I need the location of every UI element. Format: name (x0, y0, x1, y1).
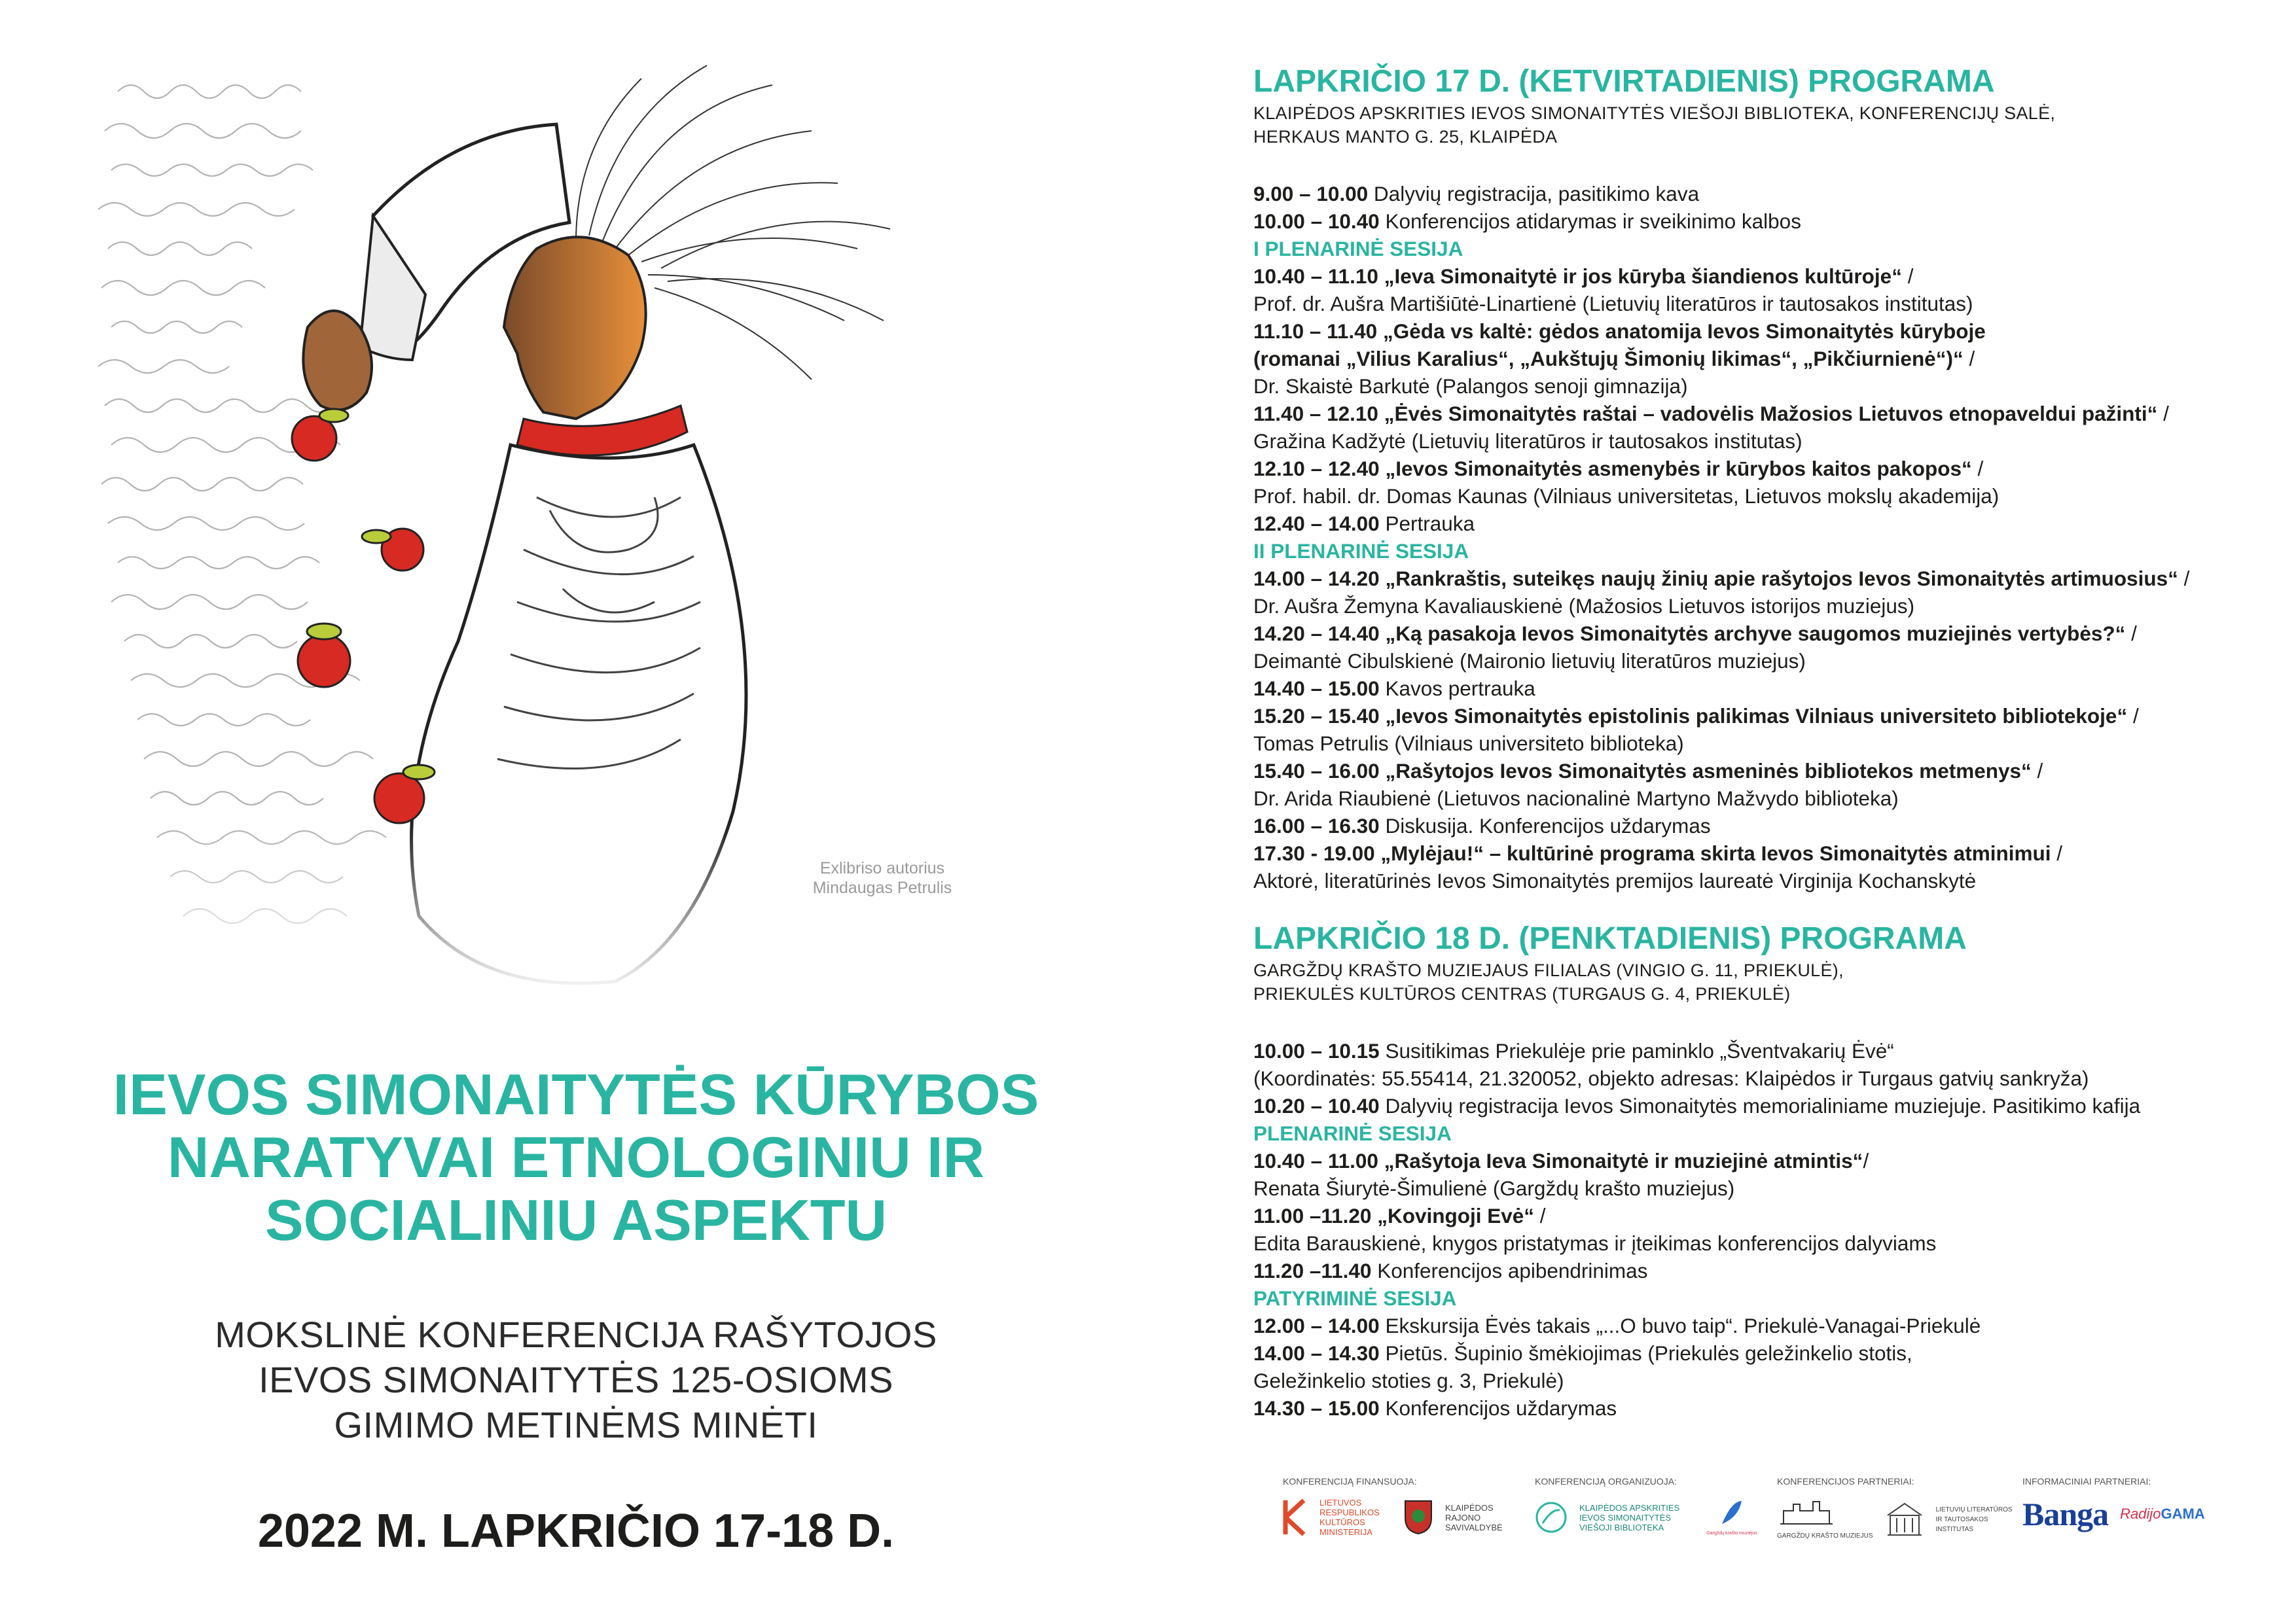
klaipeda-district-text: KLAIPĖDOS RAJONO SAVIVALDYBĖ (1445, 1502, 1503, 1532)
schedule-text: Dalyvių registracija, pasitikimo kava (1368, 182, 1700, 205)
schedule-time: 10.20 – 10.40 (1253, 1094, 1380, 1118)
schedule-line (1253, 510, 2235, 537)
schedule-time: 12.00 – 14.00 (1253, 1314, 1380, 1337)
schedule-time: 9.00 – 10.00 (1253, 182, 1369, 205)
title-line-2: NARATYVAI ETNOLOGINIU IR (167, 1125, 985, 1190)
schedule-line (1253, 345, 2235, 372)
face (504, 237, 646, 419)
day1-heading: LAPKRIČIO 17 D. (KETVIRTADIENIS) PROGRAMA (1253, 64, 1995, 99)
talk-title: „Gėda vs kaltė: gėdos anatomija Ievos Simonaitytės kūryboje (1377, 319, 1986, 343)
day1-schedule (1253, 180, 2235, 894)
schedule-text: Diskusija. Konferencijos uždarymas (1379, 814, 1711, 838)
day2-venue-line-1: GARGŽDŲ KRAŠTO MUZIEJAUS FILIALAS (VINGIO G. 11, PRIEKULĖ), (1253, 961, 1844, 980)
day1-venue-line-1: KLAIPĖDOS APSKRITIES IEVOS SIMONAITYTĖS VIEŠOJI BIBLIOTEKA, KONFERENCIJŲ SALĖ, (1253, 103, 2056, 123)
schedule-line (1253, 1257, 2235, 1284)
day1-program (1253, 62, 2235, 894)
subtitle-line-1: MOKSLINĖ KONFERENCIJA RAŠYTOJOS (215, 1314, 937, 1355)
schedule-text: / (2051, 841, 2062, 865)
schedule-text: Dr. Skaistė Barkutė (Palangos senoji gimnazija) (1253, 374, 1688, 398)
schedule-line (1253, 207, 2235, 235)
schedule-text: Konferencijos atidarymas ir sveikinimo kalbos (1379, 209, 1801, 233)
schedule-text: Dr. Aušra Žemyna Kavaliauskienė (Mažosios Lietuvos istorijos muziejus) (1253, 594, 1915, 618)
day2-schedule (1253, 1037, 2235, 1422)
schedule-line (1253, 757, 2235, 785)
talk-title: „Ką pasakoja Ievos Simonaitytės archyve saugomos muziejinės vertybės?“ (1379, 622, 2126, 645)
schedule-text: Prof. dr. Aušra Martišiūtė-Linartienė (Lietuvių literatūros ir tautosakos institutas) (1253, 292, 1973, 315)
talk-title: „Kovingoji Evė“ (1371, 1204, 1534, 1227)
schedule-line (1253, 1202, 2235, 1229)
schedule-line (1253, 1092, 2235, 1120)
schedule-text: / (2178, 567, 2190, 590)
schedule-line (1253, 1229, 2235, 1257)
exlibris-illustration (92, 52, 995, 995)
talk-title: „Ėvės Simonaitytės raštai – vadovėlis Mažosios Lietuvos etnopaveldui pažinti“ (1378, 402, 2158, 425)
schedule-line (1253, 1367, 2235, 1394)
schedule-text: Prof. habil. dr. Domas Kaunas (Vilniaus universitetas, Lietuvos mokslų akademija) (1253, 484, 2000, 508)
program-panel (1253, 62, 2235, 1422)
schedule-line (1253, 839, 2235, 867)
talk-title: „Ieva Simonaitytė ir jos kūryba šiandienos kultūroje“ (1378, 264, 1902, 288)
conference-date: 2022 M. LAPKRIČIO 17-18 D. (257, 1505, 895, 1557)
schedule-time: 15.20 – 15.40 (1253, 704, 1380, 728)
schedule-line (1253, 1312, 2235, 1339)
schedule-text: / (2157, 402, 2169, 425)
gargzdai-museum-text: GARGŽDŲ KRAŠTO MUZIEJUS (1777, 1532, 1873, 1540)
title-line-3: SOCIALINIU ASPEKTU (264, 1188, 888, 1252)
handwriting-texture (98, 85, 386, 923)
gargzdai-museum-logo (1777, 1498, 1873, 1541)
schedule-time: 14.20 – 14.40 (1253, 622, 1380, 645)
subtitle-line-2: IEVOS SIMONAITYTĖS 125-OSIOMS (259, 1359, 893, 1400)
castle-icon (1777, 1498, 1836, 1528)
apples (292, 409, 435, 823)
logo-group-organizers (1535, 1475, 1757, 1537)
schedule-line (1253, 647, 2235, 675)
schedule-line (1253, 812, 2235, 839)
conference-title (0, 1063, 1152, 1252)
schedule-line (1253, 455, 2235, 482)
schedule-text: Pertrauka (1379, 512, 1475, 535)
conference-subtitle (0, 1312, 1152, 1447)
logo-group-partners (1777, 1475, 2015, 1541)
schedule-time: 12.10 – 12.40 (1253, 457, 1380, 480)
credit-line-1: Exlibriso autorius (819, 859, 945, 877)
schedule-text: / (1534, 1204, 1546, 1227)
ministry-logo-icon (1283, 1498, 1308, 1537)
schedule-text: Renata Šiurytė-Šimulienė (Gargždų krašto muziejus) (1253, 1176, 1735, 1200)
schedule-line (1253, 675, 2235, 702)
schedule-time: 12.40 – 14.00 (1253, 512, 1380, 535)
schedule-time: 10.40 – 11.10 (1253, 264, 1378, 288)
schedule-time: 14.30 – 15.00 (1253, 1396, 1380, 1420)
library-logo-icon (1535, 1501, 1568, 1534)
klaipeda-district-crest-icon (1403, 1499, 1433, 1536)
schedule-line (1253, 592, 2235, 620)
schedule-text: / (1901, 264, 1914, 288)
institute-text: LIETUVIŲ LITERATŪROS IR TAUTOSAKOS INSTITUTAS (1935, 1506, 2013, 1533)
schedule-line (1253, 1174, 2235, 1202)
schedule-text: / (2127, 704, 2139, 728)
illustration-credit (804, 858, 961, 898)
schedule-line (1253, 620, 2235, 647)
schedule-time: 14.00 – 14.30 (1253, 1341, 1380, 1365)
schedule-line (1253, 1394, 2235, 1422)
schedule-text: / (2031, 759, 2043, 783)
library-logo-text: KLAIPĖDOS APSKRITIES IEVOS SIMONAITYTĖS VIEŠOJI BIBLIOTEKA (1579, 1502, 1680, 1532)
schedule-text: Dr. Arida Riaubienė (Lietuvos nacionalinė Martyno Mažvydo biblioteka) (1253, 786, 1899, 810)
schedule-line (1253, 867, 2235, 894)
schedule-line (1253, 372, 2235, 400)
schedule-line (1253, 1339, 2235, 1367)
schedule-line (1253, 317, 2235, 345)
schedule-time: 14.00 – 14.20 (1253, 567, 1380, 590)
schedule-text: Kavos pertrauka (1379, 677, 1535, 700)
schedule-line (1253, 427, 2235, 455)
schedule-text: / (1971, 457, 1984, 480)
schedule-text: Gražina Kadžytė (Lietuvių literatūros ir tautosakos institutas) (1253, 429, 1803, 453)
schedule-text: Edita Barauskienė, knygos pristatymas ir įteikimas konferencijos dalyviams (1253, 1231, 1937, 1255)
logo-group-media (2022, 1475, 2205, 1530)
media-label: INFORMACINIAI PARTNERIAI: (2022, 1476, 2151, 1487)
talk-title: „Ievos Simonaitytės epistolinis palikimas Vilniaus universiteto bibliotekoje“ (1379, 704, 2128, 728)
institute-building-icon (1885, 1501, 1924, 1538)
schedule-text: Pietūs. Šupinio šmėkiojimas (Priekulės geležinkelio stotis, (1379, 1341, 1912, 1365)
schedule-time: 10.00 – 10.15 (1253, 1039, 1380, 1063)
schedule-time: 14.40 – 15.00 (1253, 677, 1380, 700)
day2-venue-line-2: PRIEKULĖS KULTŪROS CENTRAS (TURGAUS G. 4, PRIEKULĖ) (1253, 984, 1791, 1004)
schedule-text: Susitikimas Priekulėje prie paminklo „Šventvakarių Ėvė“ (1379, 1039, 1894, 1063)
schedule-line (1253, 290, 2235, 317)
schedule-text: (Koordinatės: 55.55414, 21.320052, objekto adresas: Klaipėdos ir Turgaus gatvių sankryža) (1253, 1067, 2089, 1090)
schedule-text: Konferencijos uždarymas (1379, 1396, 1617, 1420)
talk-title: „Mylėjau!“ – kultūrinė programa skirta Ievos Simonaitytės atminimui (1374, 841, 2051, 865)
schedule-time: 16.00 – 16.30 (1253, 814, 1380, 838)
day2-venue (1253, 959, 2235, 1006)
schedule-time: 15.40 – 16.00 (1253, 759, 1380, 783)
radijo-gama-logo: RadijoGAMA (2120, 1506, 2205, 1522)
schedule-line (1253, 400, 2235, 427)
schedule-line (1253, 702, 2235, 730)
schedule-time: 11.10 – 11.40 (1253, 319, 1378, 343)
day2-program (1253, 919, 2235, 1422)
session-heading: PLENARINĖ SESIJA (1253, 1121, 1452, 1145)
talk-title: (romanai „Vilius Karalius“, „Aukštujų Šimonių likimas“, „Pikčiurnienė“)“ (1253, 347, 1964, 370)
day2-heading: LAPKRIČIO 18 D. (PENKTADIENIS) PROGRAMA (1253, 921, 1967, 956)
schedule-line (1253, 565, 2235, 592)
session-heading: I PLENARINĖ SESIJA (1253, 237, 1463, 260)
partners-label: KONFERENCIJOS PARTNERIAI: (1777, 1476, 1914, 1487)
schedule-text: Ekskursija Ėvės takais „...O buvo taip“. Priekulė-Vanagai-Priekulė (1379, 1314, 1981, 1337)
banga-logo: Banga (2022, 1496, 2109, 1532)
funders-label: KONFERENCIJĄ FINANSUOJA: (1283, 1476, 1417, 1487)
schedule-text: / (2125, 622, 2137, 645)
session-heading: PATYRIMINĖ SESIJA (1253, 1286, 1457, 1310)
logo-group-funders (1283, 1475, 1503, 1537)
talk-title: „Rašytojos Ievos Simonaitytės asmeninės bibliotekos metmenys“ (1379, 759, 2032, 783)
schedule-line (1253, 785, 2235, 812)
illustration-svg (92, 52, 995, 995)
schedule-line (1253, 1147, 2235, 1174)
schedule-text: Aktorė, literatūrinės Ievos Simonaitytės premijos laureatė Virginija Kochanskytė (1253, 869, 1977, 892)
schedule-line (1253, 262, 2235, 290)
schedule-line (1253, 180, 2235, 207)
schedule-text: Tomas Petrulis (Vilniaus universiteto biblioteka) (1253, 732, 1684, 755)
organizers-label: KONFERENCIJĄ ORGANIZUOJA: (1535, 1476, 1677, 1487)
schedule-text: / (1863, 1149, 1869, 1173)
schedule-line (1253, 482, 2235, 510)
schedule-text: Geležinkelio stoties g. 3, Priekulė) (1253, 1369, 1564, 1392)
schedule-text: Dalyvių registracija Ievos Simonaitytės memorialiniame muziejuje. Pasitikimo kafija (1379, 1094, 2141, 1118)
day1-venue (1253, 101, 2235, 149)
talk-title: „Rašytoja Ieva Simonaitytė ir muziejinė atmintis“ (1378, 1149, 1863, 1173)
partner-logos (1250, 1475, 2219, 1593)
schedule-text: Konferencijos apibendrinimas (1371, 1259, 1648, 1282)
session-heading: II PLENARINĖ SESIJA (1253, 539, 1469, 563)
talk-title: „Ievos Simonaitytės asmenybės ir kūrybos kaitos pakopos“ (1379, 457, 1972, 480)
schedule-line (1253, 730, 2235, 757)
subtitle-line-3: GIMIMO METINĖMS MINĖTI (334, 1404, 818, 1445)
day1-venue-line-2: HERKAUS MANTO G. 25, KLAIPĖDA (1253, 127, 1558, 147)
museum-logo-caption: Gargždų krašto muziejus (1706, 1531, 1757, 1536)
schedule-time: 11.00 –11.20 (1253, 1204, 1372, 1227)
museum-logo-icon (1706, 1498, 1757, 1537)
schedule-time: 17.30 - 19.00 (1253, 841, 1375, 865)
schedule-line (1253, 1037, 2235, 1065)
title-line-1: IEVOS SIMONAITYTĖS KŪRYBOS (113, 1062, 1039, 1127)
schedule-time: 10.40 – 11.00 (1253, 1149, 1378, 1173)
talk-title: „Rankraštis, suteikęs naujų žinių apie rašytojos Ievos Simonaitytės artimuosius“ (1379, 567, 2178, 590)
schedule-time: 10.00 – 10.40 (1253, 209, 1380, 233)
schedule-time: 11.40 – 12.10 (1253, 402, 1378, 425)
schedule-text: Deimantė Cibulskienė (Maironio lietuvių literatūros muziejus) (1253, 649, 1806, 673)
ministry-logo-text: LIETUVOS RESPUBLIKOS KULTŪROS MINISTERIJA (1319, 1498, 1380, 1537)
schedule-text: / (1963, 347, 1975, 370)
schedule-line (1253, 1065, 2235, 1092)
credit-line-2: Mindaugas Petrulis (812, 879, 952, 897)
schedule-time: 11.20 –11.40 (1253, 1259, 1372, 1282)
